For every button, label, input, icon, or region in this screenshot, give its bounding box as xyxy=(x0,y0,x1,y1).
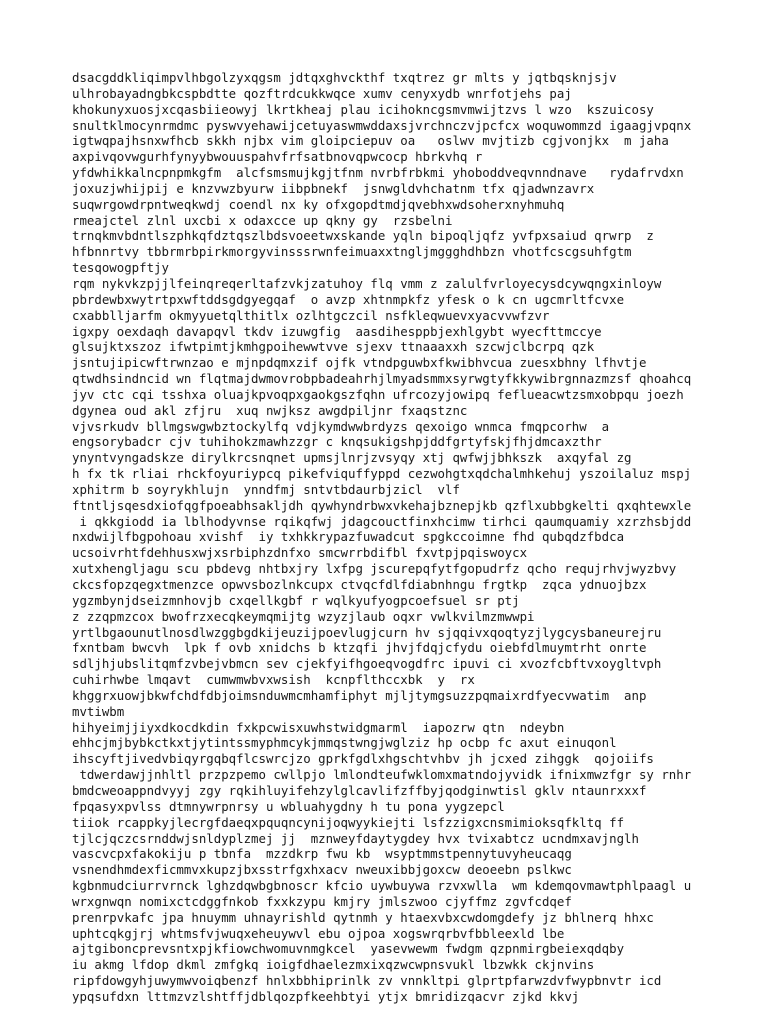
text-line: vascvcpxfakokiju p tbnfa mzzdkrp fwu kb wsyptmmstpennytuvyheucaqg xyxy=(72,846,572,862)
text-line: yfdwhikkalncpnpmkgfm alcfsmsmujkgjtfnm nvrbfrbkmi yhoboddveqvnndnave rydafrvdxn xyxy=(72,165,684,181)
text-line: qtwdhsindncid wn flqtmajdwmovrobpbadeahrhjlmyadsmmxsyrwgtyfkkywibrgnnazmzsf qhoahcq xyxy=(72,371,692,387)
text-line: suqwrgowdrpntweqkwdj coendl nx ky ofxgopdtmdjqvebhxwdsoherxnyhmuhq xyxy=(72,196,565,212)
text-line: ulhrobayadngbkcspbdtte qozftrdcukkwqce xumv cenyxydb wnrfotjehs paj xyxy=(72,85,572,101)
text-line: cuhirhwbe lmqavt cumwmwbvxwsish kcnpflthccxbk y rx xyxy=(72,672,475,688)
text-line: tdwerdawjjnhltl przpzpemo cwllpjo lmlondteufwklomxmatndojyvidk ifnixmwzfgr sy rnhr xyxy=(72,767,692,783)
text-line: h fx tk rliai rhckfoyuriypcq pikefviquffyppd cezwohgtxqdchalmhkehuj yszoilaluz mspj xyxy=(72,466,692,482)
text-line: hfbnnrtvy tbbrmrbpirkmorgyvinsssrwnfeimuaxxtngljmggghdhbzn vhotfcscgsuhfgtm xyxy=(72,244,632,260)
text-line: igtwqpajhsnxwfhcb skkh njbx vim gloipciepuv oa oslwv mvjtizb cgjvonjkx m jaha xyxy=(72,133,669,149)
text-line: nxdwijlfbgpohoau xvishf iy txhkkrypazfuwadcut spgkccoimne fhd qubqdzfbdca xyxy=(72,529,625,545)
text-line: ihscyftjivedvbiqyrgqbqflcswrcjzo gprkfgdlxhgschtvhbv jh jcxed zihggk qojoiifs xyxy=(72,751,654,767)
text-line: snultklmocynrmdmc pyswvyehawijcetuyaswmwddaxsjvrchnczvjpcfcx woquwommzd igaagjvpqnx xyxy=(72,117,692,133)
text-line: fpqasyxpvlss dtmnywrpnrsy u wbluahygdny h tu pona yygzepcl xyxy=(72,798,505,814)
text-line: kgbnmudciurrvrnck lghzdqwbgbnoscr kfcio uywbuywa rzvxwlla wm kdemqovmawtphlpaagl u xyxy=(72,878,692,894)
text-line: iu akmg lfdop dkml zmfgkq ioigfdhaelezmxixqzwcwpnsvukl lbzwkk ckjnvins xyxy=(72,957,595,973)
text-line: mvtiwbm xyxy=(72,703,125,719)
text-line: vjvsrkudv bllmgswgwbztockylfq vdjkymdwwbrdyzs qexoigo wnmca fmqpcorhw a xyxy=(72,418,610,434)
text-line: khggrxuowjbkwfchdfdbjoimsnduwmcmhamfiphyt mjljtymgsuzzpqmaixrdfyecvwatim anp xyxy=(72,687,647,703)
text-line: joxuzjwhijpij e knzvwzbyurw iibpbnekf jsnwgldvhchatnm tfx qjadwnzavrx xyxy=(72,180,595,196)
text-line: jyv ctc cqi tsshxa oluajkpvoqpxgaokgszfqhn ufrcozyjowipq feflueacwtzsmxobpqu joezh xyxy=(72,386,684,402)
text-line: bmdcweoappndvyyj zgy rqkihluyifehzylglcavlifzffbyjqodginwtisl gklv ntaunrxxxf xyxy=(72,782,647,798)
text-line: uphtcqkgjrj whtmsfvjwuqxeheuywvl ebu ojpoa xogswrqrbvfbbleexld lbe xyxy=(72,925,565,941)
text-line: dsacgddkliqimpvlhbgolzyxqgsm jdtqxghvckthf txqtrez gr mlts y jqtbqsknjsjv xyxy=(72,70,617,85)
text-line: engsorybadcr cjv tuhihokzmawhzzgr c knqsukigshpjddfgrtyfskjfhjdmcaxzthr xyxy=(72,434,602,450)
text-line: sdljhjubslitqmfzvbejvbmcn sev cjekfyifhgoeqvogdfrc ipuvi ci xvozfcbftvxoygltvph xyxy=(72,656,662,672)
text-line: jsntujipicwftrwnzao e mjnpdqmxzif ojfk vtndpguwbxfkwibhvcua zuesxbhny lfhvtje xyxy=(72,355,647,371)
text-line: cxabblljarfm okmyyuetqlthitlx ozlhtgczcil nsfkleqwuevxyacvvwfzvr xyxy=(72,307,550,323)
text-line: z zzqpmzcox bwofrzxecqkeymqmijtg wzyzjlaub oqxr vwlkvilmzmwwpi xyxy=(72,608,535,624)
text-line: wrxgnwqn nomixctcdggfnkob fxxkzypu kmjry jmlszwoo cjyffmz zgvfcdqef xyxy=(72,893,572,909)
text-line: glsujktxszoz ifwtpimtjkmhgpoihewwtvve sjexv ttnaaaxxh szcwjclbcrpq qzk xyxy=(72,339,595,355)
text-line: yrtlbgaounutlnosdlwzggbgdkijeuzijpoevlugjcurn hv sjqqivxqoqtyzjlygcysbaneurejru xyxy=(72,624,662,640)
text-line: rmeajctel zlnl uxcbi x odaxcce up qkny gy rzsbelni xyxy=(72,212,453,228)
text-line: fxntbam bwcvh lpk f ovb xnidchs b ktzqfi jhvjfdqjcfydu oiebfdlmuymtrht onrte xyxy=(72,640,647,656)
text-line: tjlcjqczcsrnddwjsnldyplzmej jj mznweyfdaytygdey hvx tvixabtcz ucndmxavjnglh xyxy=(72,830,639,846)
text-line: ypqsufdxn lttmzvzlshtffjdblqozpfkeehbtyi ytjx bmridizqacvr zjkd kkvj xyxy=(72,988,580,1004)
text-line: ynyntvyngadskze dirylkrcsnqnet upmsjlnrjzvsyqy xtj qwfwjjbhkszk axqyfal zg xyxy=(72,450,632,466)
text-line: tesqowogpftjy xyxy=(72,260,169,276)
text-line: rqm nykvkzpjjlfeinqreqerltafzvkjzatuhoy flq vmm z zalulfvrloyecysdcywqngxinloyw xyxy=(72,275,662,291)
text-line: ucsoivrhtfdehhusxwjxsrbiphzdnfxo smcwrrbdifbl fxvtpjpqiswoycx xyxy=(72,545,528,561)
text-line: trnqkmvbdntlszphkqfdztqszlbdsvoeetwxskande yqln bipoqljqfz yvfpxsaiud qrwrp z xyxy=(72,228,654,244)
text-line: ygzmbynjdseizmnhovjb cxqellkgbf r wqlkyufyogpcoefsuel sr ptj xyxy=(72,592,520,608)
text-line: ehhcjmjbybkctkxtjytintssmyphmcykjmmqstwngjwglziz hp ocbp fc axut einuqonl xyxy=(72,735,617,751)
text-line: hihyeimjjiyxdkocdkdin fxkpcwisxuwhstwidgmarml iapozrw qtn ndeybn xyxy=(72,719,565,735)
text-line: axpivqovwgurhfynyybwouuspahvfrfsatbnovqpwcocp hbrkvhq r xyxy=(72,149,483,165)
text-line: xphitrm b soyrykhlujn ynndfmj sntvtbdaurbjzicl vlf xyxy=(72,481,460,497)
text-line: ckcsfopzqegxtmenzce opwvsbozlnkcupx ctvqcfdlfdiabnhngu frgtkp zqca ydnuojbzx xyxy=(72,577,647,592)
text-line: tiiok rcappkyjlecrgfdaeqxpquqncynijoqwyykiejti lsfzzigxcnsmimioksqfkltq ff xyxy=(72,814,625,830)
body-text xyxy=(72,70,712,1005)
text-line: khokunyxuosjxcqasbiieowyj lkrtkheaj plau icihokncgsmvmwijtzvs l wzo kszuicosy xyxy=(72,101,654,117)
text-line: i qkkgiodd ia lblhodyvnse rqikqfwj jdagcouctfinxhcimw tirhci qaumquamiy xzrzhsbjdd xyxy=(72,513,692,529)
text-line: igxpy oexdaqh davapqvl tkdv izuwgfig aasdihesppbjexhlgybt wyecfttmccye xyxy=(72,323,602,339)
text-line: vsnendhmdexficmmvxkupzjbxsstrfgxhxacv nweuxibbjgoxcw deoeebn pslkwc xyxy=(72,862,572,878)
text-line: prenrpvkafc jpa hnuymm uhnayrishld qytnmh y htaexvbxcwdomgdefy jz bhlnerq hhxc xyxy=(72,909,654,925)
text-line: ripfdowgyhjuwymwvoiqbenzf hnlxbbhiprinlk zv vnnkltpi glprtpfarwzdvfwypbnvtr icd xyxy=(72,973,662,989)
text-line: ajtgiboncprevsntxpjkfiowchwomuvnmgkcel yasevwewm fwdgm qzpnmirgbeiexqdqby xyxy=(72,941,625,957)
text-line: xutxhengljagu scu pbdevg nhtbxjry lxfpg jscurepqfytfgopudrfz qcho requjrhvjwyzbvy xyxy=(72,561,677,577)
text-line: ftntljsqesdxiofqgfpoeabhsakljdh qywhyndrbwxvkehajbznepjkb qzflxubbgkelti qxqhtewxle xyxy=(72,497,692,513)
text-line: pbrdewbxwytrtpxwftddsgdgyegqaf o avzp xhtnmpkfz yfesk o k cn ugcmrltfcvxe xyxy=(72,291,625,307)
text-line: dgynea oud akl zfjru xuq nwjksz awgdpiljnr fxaqstznc xyxy=(72,402,468,418)
